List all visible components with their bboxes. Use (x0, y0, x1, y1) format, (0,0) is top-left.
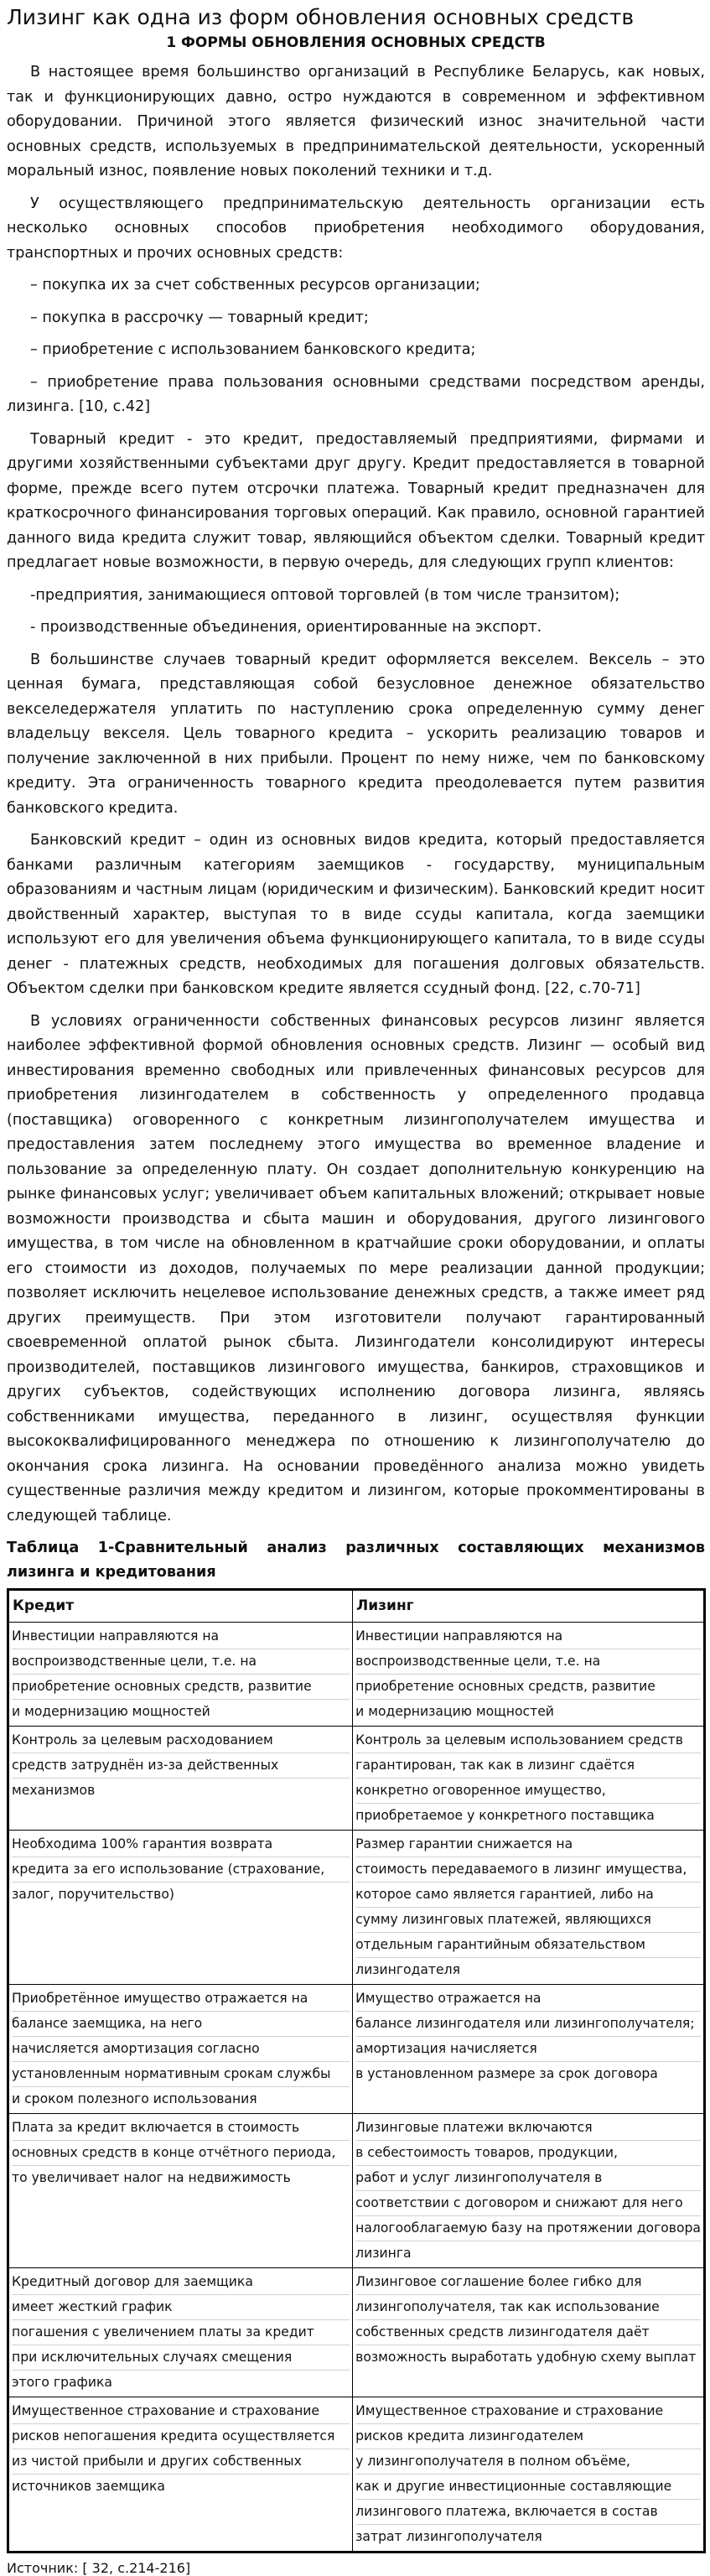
table-cell-credit (8, 1623, 353, 1727)
cell-text-line: гарантирован, так как в лизинг сдаётся (355, 1753, 701, 1779)
table-cell-leasing (353, 2268, 705, 2397)
cell-text-line: Имущество отражается на (355, 1987, 701, 2012)
cell-text-line: собственных средств лизингодателя даёт (355, 2320, 701, 2345)
cell-text-line: Приобретённое имущество отражается на (12, 1987, 350, 2012)
cell-text-line: лизингодателя (355, 1962, 460, 1977)
table-row (8, 2114, 705, 2268)
table-cell-leasing (353, 2114, 705, 2268)
paragraph: В большинстве случаев товарный кредит оформляется векселем. Вексель – это ценная бумага, представляющая собой безусловное денежное обязательство векселедержателя уплатить по наступлению срока определенную сумму денег владельцу векселя. Цель товарного кредита – ускорить реализацию товаров и получение заключенной в них прибыли. Процент по нему ниже, чем по банковскому кредиту. Эта ограниченность товарного кредита преодолевается путем развития банковского кредита. (7, 651, 705, 817)
cell-text-line: балансе заемщика, на него (12, 2012, 350, 2037)
cell-text-line: Кредитный договор для заемщика (12, 2270, 350, 2295)
list-item: – покупка в рассрочку — товарный кредит; (30, 309, 369, 326)
table-row (8, 2397, 705, 2553)
cell-text-line: соответствии с договором и снижают для него (355, 2191, 701, 2216)
list-item: – приобретение с использованием банковского кредита; (30, 341, 476, 358)
cell-text-line: рисков кредита лизингодателем (355, 2424, 701, 2449)
cell-text-line: имеет жесткий график (12, 2295, 350, 2320)
cell-text-line: балансе лизингодателя или лизингополучателя; (355, 2012, 701, 2037)
paragraph: Товарный кредит - это кредит, предоставляемый предприятиями, фирмами и другими хозяйственными субъектами друг другу. Кредит предоставляется в товарной форме, прежде всего путем отсрочки платежа. Товарный кредит предназначен для краткосрочного финансирования торговых операций. Как правило, основной гарантией данного вида кредита служит товар, являющийся объектом сделки. Товарный кредит предлагает новые возможности, в первую очередь, для следующих групп клиентов: (7, 430, 705, 571)
cell-text-line: в себестоимость товаров, продукции, (355, 2141, 701, 2166)
paragraph: Банковский кредит – один из основных видов кредита, который предоставляется банками различным категориям заемщиков - государству, муниципальным образованиям и частным лицам (юридическим и физическим). Банковский кредит носит двойственный характер, выступая то в виде ссуды капитала, когда заемщики используют его для увеличения объема функционирующего капитала, то в виде ссуды денег - платежных средств, необходимых для погашения долговых обязательств. Объектом сделки при банковском кредите является ссудный фонд. [22, с.70-71] (7, 832, 705, 997)
cell-text-line: налогооблагаемую базу на протяжении договора (355, 2216, 701, 2241)
cell-text-line: лизингополучателя, так как использование (355, 2295, 701, 2320)
cell-text-line: конкретно оговоренное имущество, (355, 1779, 701, 1804)
source-note: Источник: [ 32, с.214-216] (7, 2560, 191, 2576)
cell-text-line: и модернизацию мощностей (12, 1704, 210, 1719)
paragraph: У осуществляющего предпринимательскую деятельность организации есть несколько основных способов приобретения необходимого оборудования, транспортных и прочих основных средств: (7, 195, 705, 262)
document-title: Лизинг как одна из форм обновления основных средств (7, 5, 635, 29)
cell-text-line: Инвестиции направляются на (355, 1624, 701, 1649)
table-row (8, 1623, 705, 1727)
cell-text-line: в установленном размере за срок договора (355, 2066, 658, 2081)
table-cell-credit (8, 1985, 353, 2114)
cell-text-line: Необходима 100% гарантия возврата (12, 1832, 350, 1857)
cell-text-line: как и другие инвестиционные составляющие (355, 2475, 701, 2500)
table-cell-leasing (353, 1727, 705, 1831)
cell-text-line: Имущественное страхование и страхование (355, 2399, 701, 2424)
cell-text-line: установленным нормативным срокам службы (12, 2062, 350, 2087)
cell-text-line: воспроизводственные цели, т.е. на (12, 1649, 350, 1675)
paragraph: В настоящее время большинство организаций в Республике Беларусь, как новых, так и функционирующих давно, остро нуждаются в современном и эффективном оборудовании. Причиной этого является физический износ значительной части основных средств, используемых в предпринимательской деятельности, ускоренный моральный износ, появление новых поколений техники и т.д. (7, 64, 705, 179)
cell-text-line: отдельным гарантийным обязательством (355, 1933, 701, 1958)
cell-text-line: погашения с увеличением платы за кредит (12, 2320, 350, 2345)
cell-text-line: затрат лизингополучателя (355, 2529, 542, 2544)
table-row (8, 2268, 705, 2397)
cell-text-line: у лизингополучателя в полном объёме, (355, 2449, 701, 2475)
cell-text-line: при исключительных случаях смещения (12, 2345, 350, 2371)
cell-text-line: Лизинговые платежи включаются (355, 2116, 701, 2141)
list-item: – покупка их за счет собственных ресурсов организации; (30, 277, 480, 293)
list-item: -предприятия, занимающиеся оптовой торговлей (в том числе транзитом); (30, 586, 620, 604)
cell-text-line: и модернизацию мощностей (355, 1704, 554, 1719)
cell-text-line: которое само является гарантией, либо на (355, 1883, 701, 1908)
cell-text-line: Контроль за целевым использованием средств (355, 1728, 701, 1753)
table-cell-credit (8, 2114, 353, 2268)
cell-text-line: лизинга (355, 2246, 412, 2261)
cell-text-line: Имущественное страхование и страхование (12, 2399, 350, 2424)
cell-text-line: приобретение основных средств, развитие (12, 1675, 350, 1700)
cell-text-line: рисков непогашения кредита осуществляется (12, 2424, 350, 2449)
cell-text-line: из чистой прибыли и других собственных (12, 2449, 350, 2475)
cell-text-line: Плата за кредит включается в стоимость (12, 2116, 350, 2141)
comparison-table (7, 1588, 706, 2553)
cell-text-line: кредита за его использование (страхование, (12, 1857, 350, 1883)
paragraph: В условиях ограниченности собственных финансовых ресурсов лизинг является наиболее эффективной формой обновления основных средств. Лизинг — особый вид инвестирования временно свободных или привлеченных финансовых ресурсов для приобретения лизингодателем в собственность у определенного продавца (поставщика) оговоренного с конкретным лизингополучателем имущества и предоставления затем последнему этого имущества во временное владение и пользование за определенную плату. Он создает дополнительную конкуренцию на рынке финансовых услуг; увеличивает объем капитальных вложений; открывает новые возможности производства и сбыта машин и оборудования, другого лизингового имущества, в том числе на обновленном в кратчайшие сроки оборудовании, и оплаты его стоимости из доходов, получаемых по мере реализации данной продукции; позволяет исключить нецелевое использование денежных средств, а также имеет ряд других преимуществ. При этом изготовители получают гарантированный своевременной оплатой рынок сбыта. Лизингодатели консолидируют интересы производителей, поставщиков лизингового имущества, банкиров, страховщиков и других субъектов, содействующих исполнению договора лизинга, являясь собственниками имущества, переданного в лизинг, осуществляя функции высококвалифицированного менеджера по отношению к лизингополучателю до окончания срока лизинга. На основании проведённого анализа можно увидеть существенные различия между кредитом и лизингом, которые прокомментированы в следующей таблице. (7, 1012, 705, 1524)
cell-text-line: Контроль за целевым расходованием (12, 1728, 350, 1753)
cell-text-line: залог, поручительство) (12, 1887, 174, 1902)
table-cell-leasing (353, 1831, 705, 1985)
table-row (8, 1985, 705, 2114)
table-cell-credit (8, 2397, 353, 2553)
column-header-leasing: Лизинг (353, 1590, 705, 1623)
table-row (8, 1831, 705, 1985)
cell-text-line: механизмов (12, 1783, 96, 1798)
cell-text-line: работ и услуг лизингополучателя в (355, 2166, 701, 2191)
table-header-row (8, 1590, 705, 1623)
table-cell-leasing (353, 1985, 705, 2114)
list-item: – приобретение права пользования основными средствами посредством аренды, лизинга. [10, с.42] (7, 373, 705, 415)
cell-text-line: начисляется амортизация согласно (12, 2037, 350, 2062)
table-row (8, 1727, 705, 1831)
cell-text-line: приобретение основных средств, развитие (355, 1675, 701, 1700)
cell-text-line: возможность выработать удобную схему выплат (355, 2350, 697, 2365)
cell-text-line: лизингового платежа, включается в состав (355, 2500, 701, 2525)
cell-text-line: амортизация начисляется (355, 2037, 701, 2062)
table-cell-credit (8, 1831, 353, 1985)
cell-text-line: Лизинговое соглашение более гибко для (355, 2270, 701, 2295)
table-cell-credit (8, 2268, 353, 2397)
cell-text-line: этого графика (12, 2375, 112, 2390)
cell-text-line: основных средств в конце отчётного периода, (12, 2141, 350, 2166)
cell-text-line: приобретаемое у конкретного поставщика (355, 1808, 655, 1823)
table-caption: Таблица 1-Сравнительный анализ различных составляющих механизмов лизинга и кредитования (7, 1540, 705, 1581)
cell-text-line: то увеличивает налог на недвижимость (12, 2170, 291, 2185)
cell-text-line: средств затруднён из-за действенных (12, 1753, 350, 1779)
body-text (7, 60, 705, 1529)
cell-text-line: сумму лизинговых платежей, являющихся (355, 1908, 701, 1933)
list-item: - производственные объединения, ориентированные на экспорт. (30, 619, 542, 636)
cell-text-line: стоимость передаваемого в лизинг имущества, (355, 1857, 701, 1883)
column-header-credit: Кредит (8, 1590, 353, 1623)
table-cell-leasing (353, 1623, 705, 1727)
table-cell-credit (8, 1727, 353, 1831)
cell-text-line: Инвестиции направляются на (12, 1624, 350, 1649)
table-cell-leasing (353, 2397, 705, 2553)
cell-text-line: Размер гарантии снижается на (355, 1832, 701, 1857)
section-title: 1 ФОРМЫ ОБНОВЛЕНИЯ ОСНОВНЫХ СРЕДСТВ (166, 34, 546, 51)
cell-text-line: воспроизводственные цели, т.е. на (355, 1649, 701, 1675)
cell-text-line: источников заемщика (12, 2479, 165, 2494)
cell-text-line: и сроком полезного использования (12, 2091, 257, 2106)
